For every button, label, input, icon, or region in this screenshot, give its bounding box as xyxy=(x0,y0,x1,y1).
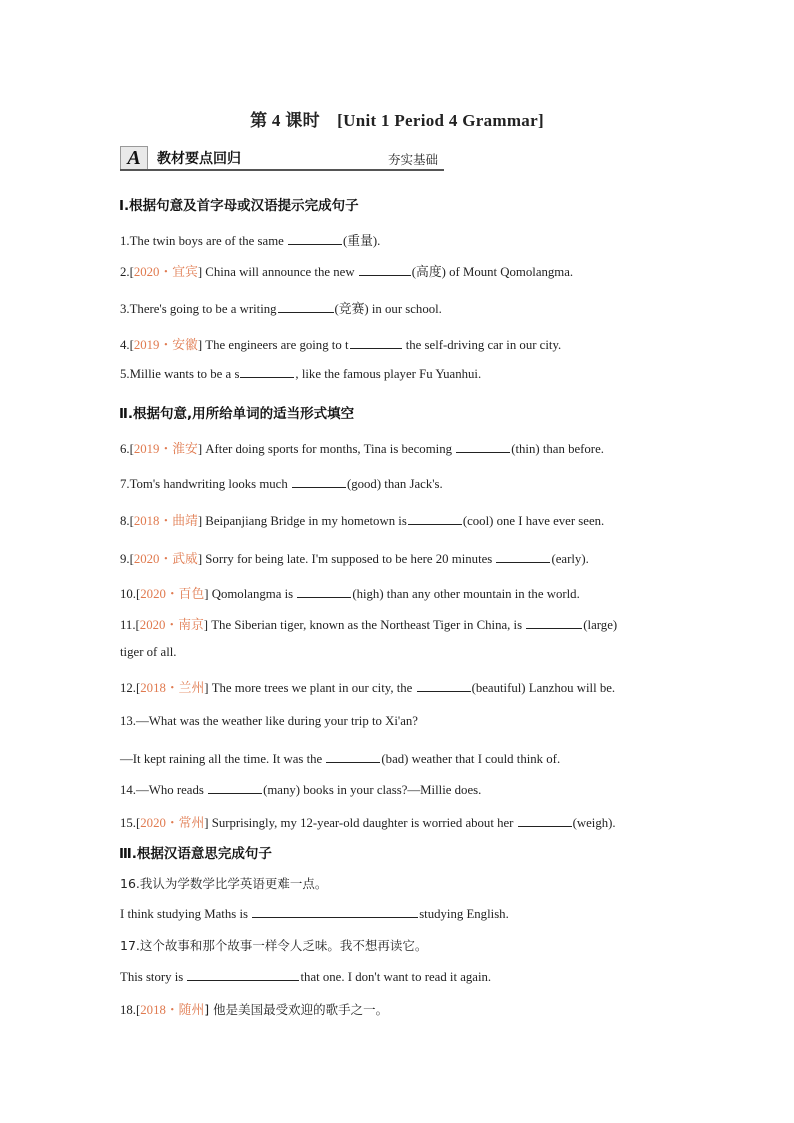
banner-rule xyxy=(120,169,444,171)
question-3: 3.There's going to be a writing (竞赛) in our school. xyxy=(120,302,442,316)
source-tag: 2020・南京 xyxy=(139,618,204,632)
question-7: 7.Tom's handwriting looks much (good) than Jack's. xyxy=(120,477,443,491)
source-tag: 2020・武威 xyxy=(133,552,198,566)
question-17-prompt: 17.这个故事和那个故事一样令人乏味。我不想再读它。 xyxy=(120,938,428,953)
answer-blank[interactable] xyxy=(350,336,402,349)
answer-blank[interactable] xyxy=(252,905,418,918)
source-tag: 2018・随州 xyxy=(140,1003,205,1017)
section-heading-2: Ⅱ.根据句意,用所给单词的适当形式填空 xyxy=(119,406,355,422)
banner-label: 教材要点回归 xyxy=(157,151,241,167)
source-tag: 2018・曲靖 xyxy=(133,514,198,528)
answer-blank[interactable] xyxy=(326,750,380,763)
question-14: 14.—Who reads (many) books in your class?—Millie does. xyxy=(120,783,482,797)
question-16: I think studying Maths is studying English. xyxy=(120,907,509,921)
question-13-answer: —It kept raining all the time. It was the (bad) weather that I could think of. xyxy=(120,752,561,766)
answer-blank[interactable] xyxy=(408,512,462,525)
answer-blank[interactable] xyxy=(187,968,299,981)
question-10: 10.[2020・百色] Qomolangma is (high) than any other mountain in the world. xyxy=(120,587,580,601)
question-5: 5.Millie wants to be a s , like the famous player Fu Yuanhui. xyxy=(120,367,482,381)
source-tag: 2018・兰州 xyxy=(140,681,205,695)
page-title: 第 4 课时 [Unit 1 Period 4 Grammar] xyxy=(250,111,544,130)
section-banner xyxy=(120,145,444,171)
section-heading-3: Ⅲ.根据汉语意思完成句子 xyxy=(119,846,272,862)
question-2: 2.[2020・宜宾] China will announce the new (高度) of Mount Qomolangma. xyxy=(120,265,574,279)
banner-tag: 夯实基础 xyxy=(388,152,439,167)
question-8: 8.[2018・曲靖] Beipanjiang Bridge in my hometown is (cool) one I have ever seen. xyxy=(120,514,605,528)
question-13: 13.—What was the weather like during your trip to Xi'an? xyxy=(120,714,418,728)
question-11-continued: tiger of all. xyxy=(120,645,177,659)
answer-blank[interactable] xyxy=(288,232,342,245)
answer-blank[interactable] xyxy=(496,550,550,563)
question-6: 6.[2019・淮安] After doing sports for months, Tina is becoming (thin) than before. xyxy=(120,442,604,456)
question-12: 12.[2018・兰州] The more trees we plant in our city, the (beautiful) Lanzhou will be. xyxy=(120,681,616,695)
question-16-prompt: 16.我认为学数学比学英语更难一点。 xyxy=(120,876,328,891)
question-17: This story is that one. I don't want to read it again. xyxy=(120,970,492,984)
section-badge-icon: A xyxy=(120,146,148,170)
question-18: 18.[2018・随州] 他是美国最受欢迎的歌手之一。 xyxy=(120,1002,389,1017)
answer-blank[interactable] xyxy=(292,475,346,488)
question-15: 15.[2020・常州] Surprisingly, my 12-year-old daughter is worried about her (weigh). xyxy=(120,816,616,830)
source-tag: 2020・宜宾 xyxy=(133,265,198,279)
answer-blank[interactable] xyxy=(297,585,351,598)
answer-blank[interactable] xyxy=(240,365,294,378)
answer-blank[interactable] xyxy=(278,300,334,313)
answer-blank[interactable] xyxy=(526,616,582,629)
question-4: 4.[2019・安徽] The engineers are going to t the self-driving car in our city. xyxy=(120,338,562,352)
source-tag: 2019・安徽 xyxy=(133,338,198,352)
source-tag: 2020・百色 xyxy=(140,587,205,601)
answer-blank[interactable] xyxy=(518,814,572,827)
question-9: 9.[2020・武威] Sorry for being late. I'm supposed to be here 20 minutes (early). xyxy=(120,552,589,566)
source-tag: 2020・常州 xyxy=(140,816,205,830)
answer-blank[interactable] xyxy=(208,781,262,794)
answer-blank[interactable] xyxy=(456,440,510,453)
question-11: 11.[2020・南京] The Siberian tiger, known as the Northeast Tiger in China, is (large) xyxy=(120,618,618,632)
source-tag: 2019・淮安 xyxy=(133,442,198,456)
answer-blank[interactable] xyxy=(359,263,411,276)
answer-blank[interactable] xyxy=(417,679,471,692)
section-heading-1: Ⅰ.根据句意及首字母或汉语提示完成句子 xyxy=(119,198,359,214)
question-1: 1.The twin boys are of the same (重量). xyxy=(120,234,381,248)
